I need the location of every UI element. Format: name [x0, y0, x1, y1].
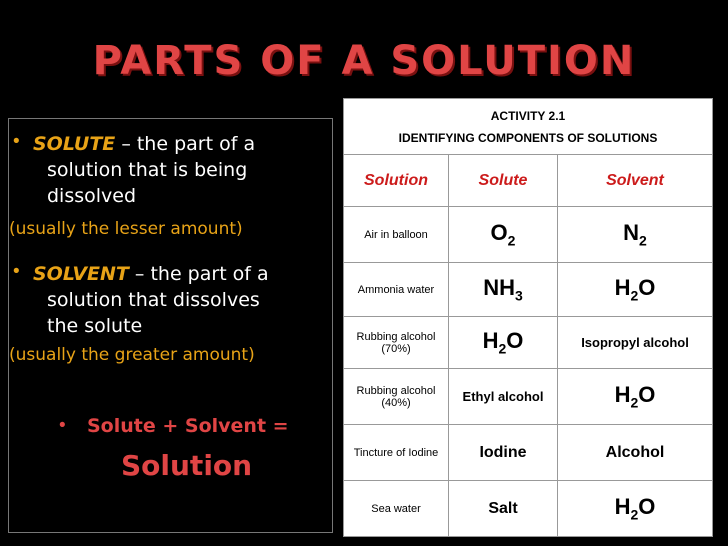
column-header-row — [344, 155, 713, 207]
cell-solute: Iodine — [449, 425, 558, 481]
formula-line1: Solute + Solvent = — [87, 415, 289, 437]
definitions-panel — [8, 118, 333, 533]
header-solvent: Solvent — [558, 155, 713, 207]
cell-solvent: Isopropyl alcohol — [558, 317, 713, 369]
formula-line2: Solution — [121, 449, 253, 482]
activity-header-row — [344, 99, 713, 155]
cell-solution: Air in balloon — [344, 207, 449, 263]
solute-definition-line2: solution that is being — [47, 159, 248, 181]
table-row — [344, 263, 713, 317]
bullet-solvent: • — [13, 261, 20, 282]
bullet-formula: • — [59, 415, 66, 436]
cell-solvent: $H_2O$ — [558, 369, 713, 425]
solute-definition-line1: SOLUTE – the part of a — [33, 133, 256, 155]
table-row — [344, 369, 713, 425]
cell-solution: Ammonia water — [344, 263, 449, 317]
solute-note: (usually the lesser amount) — [9, 219, 243, 239]
header-solute: Solute — [449, 155, 558, 207]
cell-solution: Tincture of Iodine — [344, 425, 449, 481]
table-row — [344, 207, 713, 263]
cell-solute: $O_2$ — [449, 207, 558, 263]
solvent-definition-line2: solution that dissolves — [47, 289, 260, 311]
cell-solute: $H_2O$ — [449, 317, 558, 369]
cell-solute: Ethyl alcohol — [449, 369, 558, 425]
cell-solute: $NH_3$ — [449, 263, 558, 317]
cell-solution: Sea water — [344, 481, 449, 537]
solvent-note: (usually the greater amount) — [9, 345, 255, 365]
activity-subtitle: IDENTIFYING COMPONENTS OF SOLUTIONS — [398, 130, 658, 145]
activity-table — [343, 98, 713, 537]
table-row — [344, 425, 713, 481]
header-solution: Solution — [344, 155, 449, 207]
cell-solvent: $H_2O$ — [558, 481, 713, 537]
cell-solute: Salt — [449, 481, 558, 537]
cell-solvent: Alcohol — [558, 425, 713, 481]
table-row — [344, 317, 713, 369]
solvent-term: SOLVENT — [33, 263, 129, 285]
slide-title: PARTS OF A SOLUTION — [92, 38, 636, 84]
bullet-solute: • — [13, 131, 20, 152]
solvent-definition-line3: the solute — [47, 315, 143, 337]
solvent-definition-line1: SOLVENT – the part of a — [33, 263, 269, 285]
cell-solution: Rubbing alcohol (40%) — [344, 369, 449, 425]
cell-solvent: $N_2$ — [558, 207, 713, 263]
activity-title: ACTIVITY 2.1 — [490, 108, 566, 123]
cell-solvent: $H_2O$ — [558, 263, 713, 317]
cell-solution: Rubbing alcohol (70%) — [344, 317, 449, 369]
solute-term: SOLUTE — [33, 133, 116, 155]
table-row — [344, 481, 713, 537]
solute-definition-line3: dissolved — [47, 185, 137, 207]
